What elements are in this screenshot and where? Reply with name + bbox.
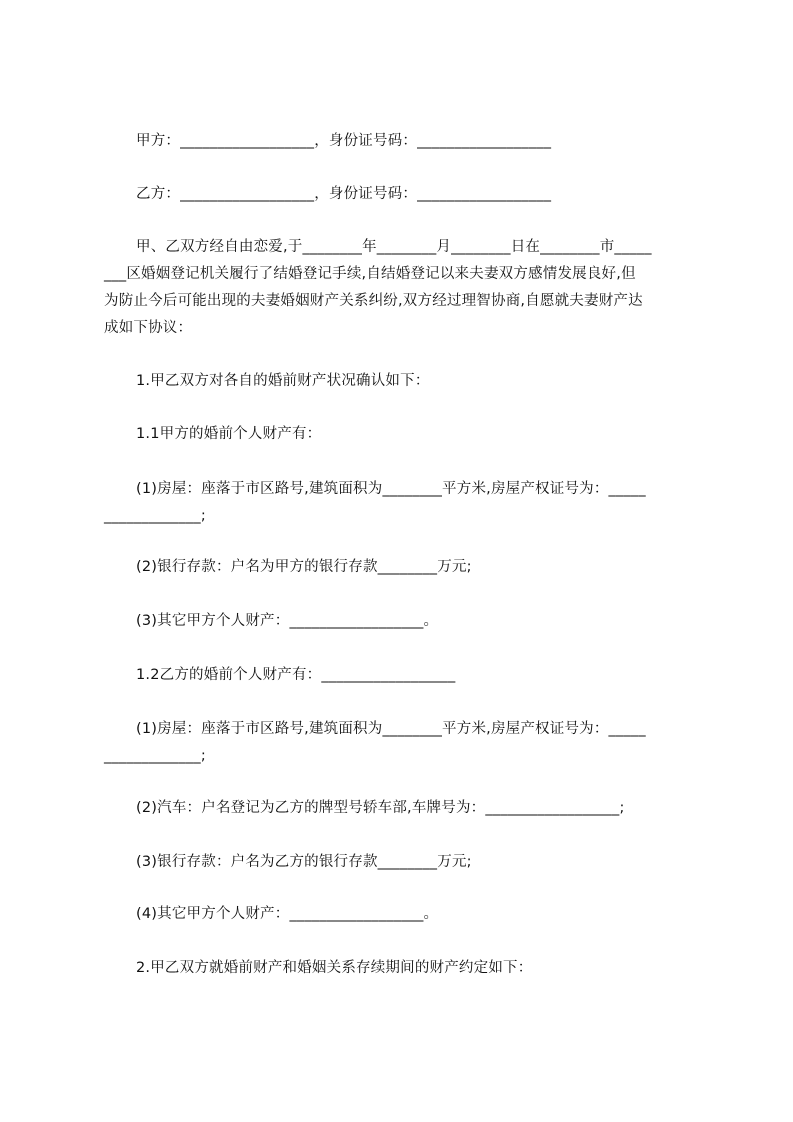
a-other-property-line: (3)其它甲方个人财产：__________________。 — [136, 613, 439, 629]
party-a-line: 甲方：__________________，身份证号码：__________________ — [136, 133, 552, 149]
section-2-heading: 2.甲乙双方就婚前财产和婚姻关系存续期间的财产约定如下： — [136, 960, 533, 976]
intro-line-4: 成如下协议： — [104, 320, 193, 336]
intro-line-2: ___区婚姻登记机关履行了结婚登记手续,自结婚登记以来夫妻双方感情发展良好,但 — [104, 266, 636, 282]
party-b-line: 乙方：__________________，身份证号码：__________________ — [136, 186, 552, 202]
b-car-line: (2)汽车：户名登记为乙方的牌型号轿车部,车牌号为：__________________; — [136, 800, 625, 816]
intro-line-3: 为防止今后可能出现的夫妻婚姻财产关系纠纷,双方经过理智协商,自愿就夫妻财产达 — [104, 293, 643, 309]
section-1-heading: 1.甲乙双方对各自的婚前财产状况确认如下： — [136, 373, 430, 389]
section-1-1-heading: 1.1甲方的婚前个人财产有： — [136, 426, 322, 442]
b-house-line-2: _____________; — [104, 748, 206, 764]
intro-line-1: 甲、乙双方经自由恋爱,于________年________月________日在________市_____ — [136, 239, 652, 255]
a-house-line-1: (1)房屋：座落于市区路号,建筑面积为________平方米,房屋产权证号为：_____ — [136, 481, 646, 497]
a-deposit-line: (2)银行存款：户名为甲方的银行存款________万元; — [136, 559, 472, 575]
b-other-property-line: (4)其它甲方个人财产：__________________。 — [136, 906, 439, 922]
a-house-line-2: _____________; — [104, 508, 206, 524]
b-deposit-line: (3)银行存款：户名为乙方的银行存款________万元; — [136, 854, 472, 870]
section-1-2-heading: 1.2乙方的婚前个人财产有：__________________ — [136, 667, 456, 683]
b-house-line-1: (1)房屋：座落于市区路号,建筑面积为________平方米,房屋产权证号为：_____ — [136, 721, 646, 737]
